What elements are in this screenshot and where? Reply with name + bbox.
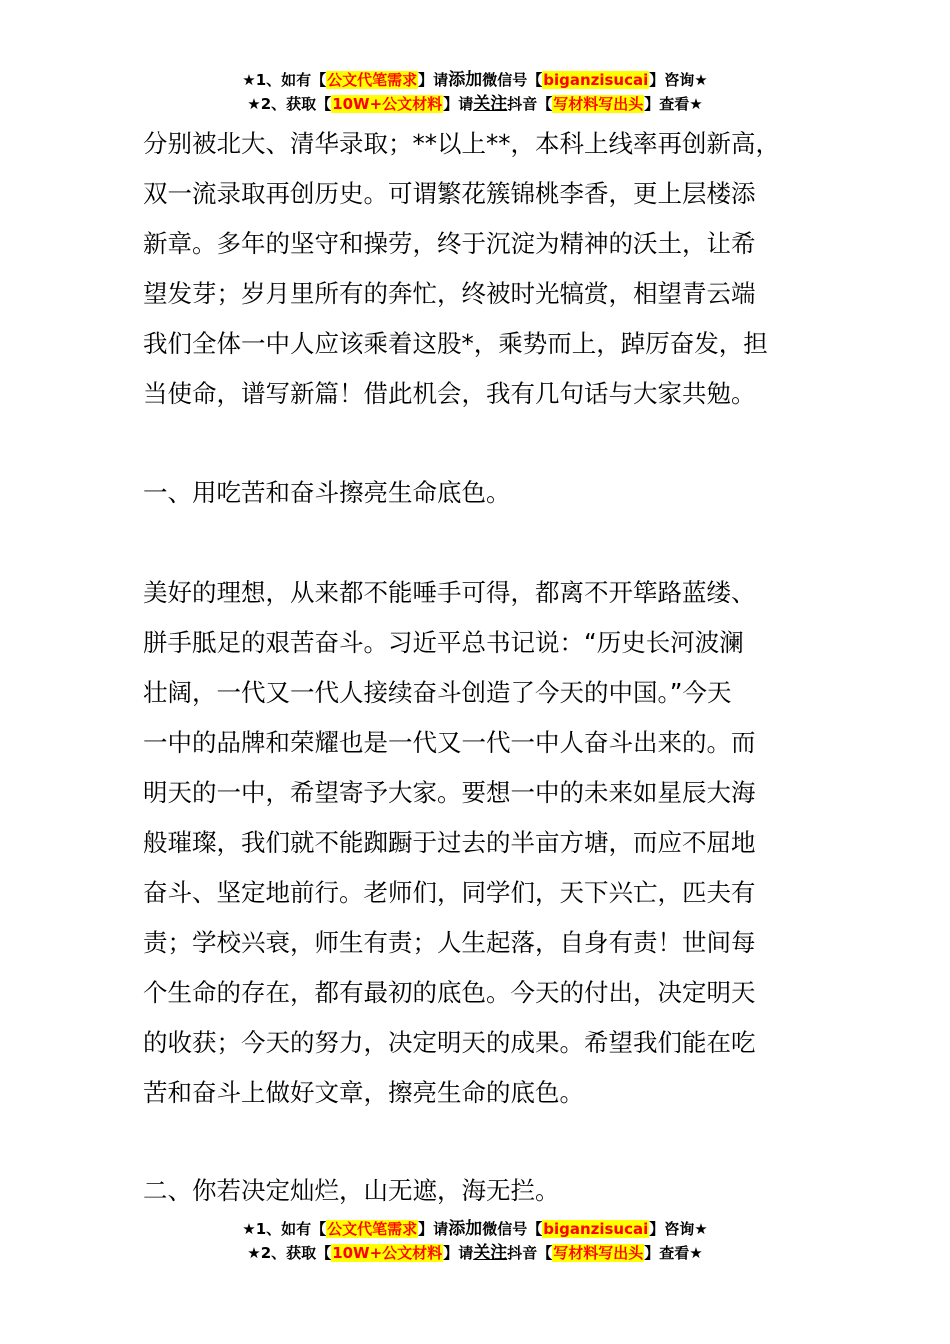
heading-text: 一、用吃苦和奋斗擦亮生命底色。 (143, 478, 511, 507)
banner-line-1 (0, 1217, 950, 1241)
star-icon: ★ (247, 95, 261, 113)
banner-text: 微信号【 (482, 71, 543, 89)
text-line: 胼手胝足的艰苦奋斗。习近平总书记说：“历史长河波澜 (143, 628, 744, 657)
banner-emphasis: 添加 (448, 1219, 483, 1239)
highlight-materials: 10W+公文材料 (332, 95, 443, 113)
section-heading-1 (143, 468, 843, 518)
intro-paragraph (143, 119, 843, 419)
text-line: 双一流录取再创历史。可谓繁花簇锦桃李香，更上层楼添 (143, 179, 756, 208)
header-banner (0, 68, 950, 116)
banner-text: 1、如有【 (255, 71, 327, 89)
highlight-wechat-id: biganzisucai (543, 71, 649, 89)
text-line: 我们全体一中人应该乘着这股*，乘势而上，踔厉奋发，担 (143, 329, 768, 358)
highlight-douyin: 写材料写出头 (553, 95, 644, 113)
text-line: 美好的理想，从来都不能唾手可得，都离不开筚路蓝缕、 (143, 578, 756, 607)
text-line: 壮阔，一代又一代人接续奋斗创造了今天的中国。”今天 (143, 678, 732, 707)
highlight-douyin: 写材料写出头 (553, 1244, 644, 1262)
text-line: 奋斗、坚定地前行。老师们，同学们，天下兴亡，匹夫有 (143, 878, 756, 907)
star-icon: ★ (242, 71, 256, 89)
text-line: 责；学校兴衰，师生有责；人生起落，自身有责！世间每 (143, 928, 756, 957)
banner-text: 】请 (418, 71, 449, 89)
banner-text: 1、如有【 (255, 1220, 327, 1238)
banner-emphasis: 关注 (473, 94, 508, 114)
text-line: 当使命，谱写新篇！借此机会，我有几句话与大家共勉。 (143, 379, 756, 408)
star-icon: ★ (247, 1244, 261, 1262)
highlight-ghostwriting: 公文代笔需求 (327, 71, 418, 89)
banner-text: 2、获取【 (260, 95, 332, 113)
banner-text: 】请 (418, 1220, 449, 1238)
banner-text: 抖音【 (507, 1244, 553, 1262)
text-line: 新章。多年的坚守和操劳，终于沉淀为精神的沃土，让希 (143, 229, 756, 258)
text-line: 苦和奋斗上做好文章，擦亮生命的底色。 (143, 1078, 584, 1107)
highlight-wechat-id: biganzisucai (543, 1220, 649, 1238)
banner-text: 】请 (443, 95, 474, 113)
banner-emphasis: 添加 (448, 70, 483, 90)
banner-emphasis: 关注 (473, 1243, 508, 1263)
star-icon: ★ (242, 1220, 256, 1238)
banner-line-2 (0, 1241, 950, 1265)
footer-banner (0, 1217, 950, 1265)
banner-text: 】请 (443, 1244, 474, 1262)
banner-text: 】查看★ (644, 95, 703, 113)
text-line: 望发芽；岁月里所有的奔忙，终被时光犒赏，相望青云端 (143, 279, 756, 308)
banner-text: 微信号【 (482, 1220, 543, 1238)
banner-text: 】咨询★ (649, 71, 708, 89)
section-1-paragraph (143, 568, 843, 1118)
banner-line-1 (0, 68, 950, 92)
section-heading-2 (143, 1166, 843, 1216)
text-line: 分别被北大、清华录取；**以上**，本科上线率再创新高， (143, 129, 780, 158)
highlight-ghostwriting: 公文代笔需求 (327, 1220, 418, 1238)
text-line: 一中的品牌和荣耀也是一代又一代一中人奋斗出来的。而 (143, 728, 756, 757)
heading-text: 二、你若决定灿烂，山无遮，海无拦。 (143, 1176, 560, 1205)
text-line: 般璀璨，我们就不能踟蹰于过去的半亩方塘，而应不屈地 (143, 828, 756, 857)
banner-text: 抖音【 (507, 95, 553, 113)
highlight-materials: 10W+公文材料 (332, 1244, 443, 1262)
text-line: 的收获；今天的努力，决定明天的成果。希望我们能在吃 (143, 1028, 756, 1057)
banner-text: 】查看★ (644, 1244, 703, 1262)
text-line: 个生命的存在，都有最初的底色。今天的付出，决定明天 (143, 978, 756, 1007)
banner-line-2 (0, 92, 950, 116)
text-line: 明天的一中，希望寄予大家。要想一中的未来如星辰大海 (143, 778, 756, 807)
banner-text: 】咨询★ (649, 1220, 708, 1238)
banner-text: 2、获取【 (260, 1244, 332, 1262)
